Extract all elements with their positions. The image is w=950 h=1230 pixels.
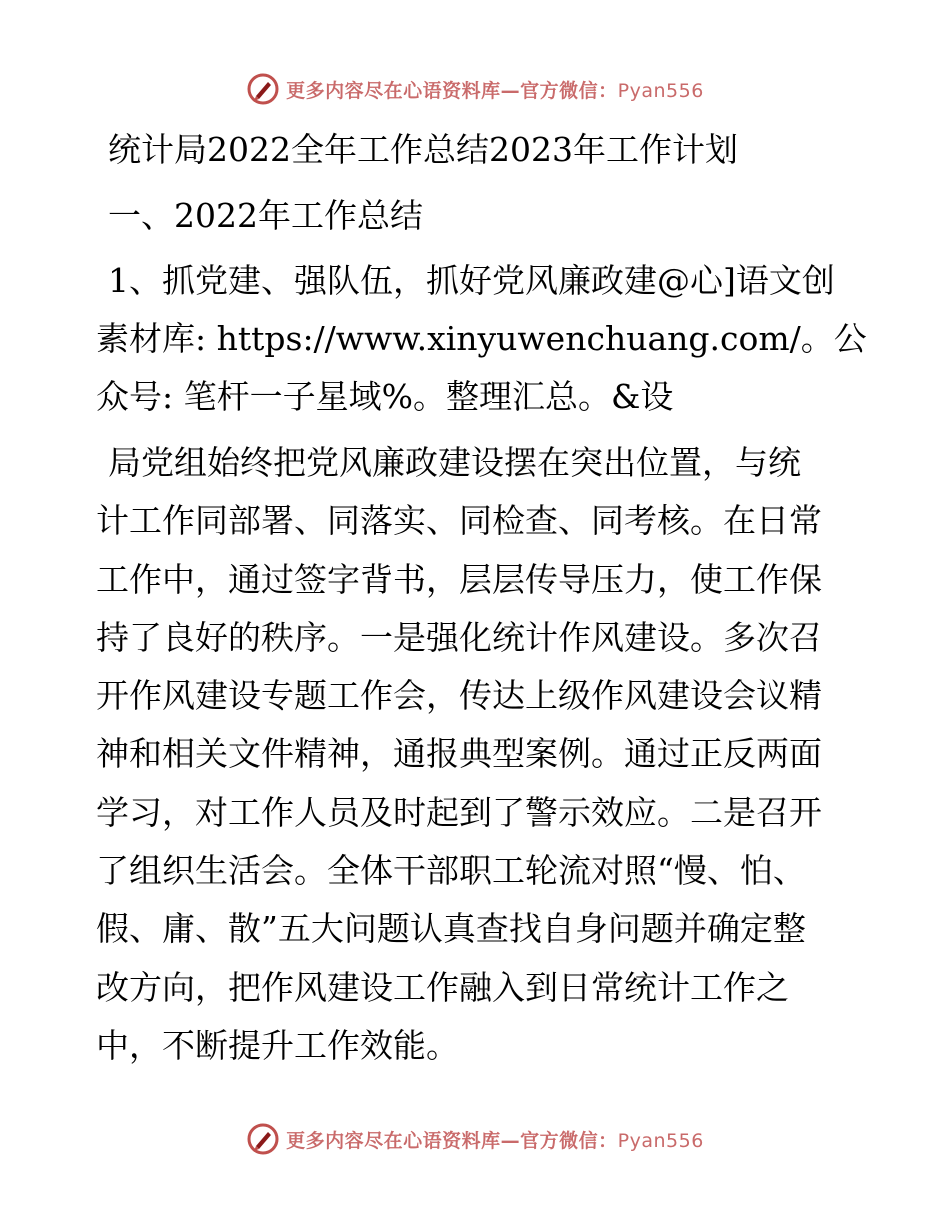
pen-circle-logo-icon [246,72,280,106]
paragraph-line: 开作风建设专题工作会，传达上级作风建设会议精 [96,676,822,716]
paragraph-line: 众号: 笔杆一子星域%。整理汇总。&设 [96,377,674,416]
paragraph-1 [96,252,867,426]
footer-banner [0,1114,950,1164]
paragraph-line: 学习，对工作人员及时起到了警示效应。二是召开 [96,792,822,832]
header-banner-text: 更多内容尽在心语资料库—官方微信： [286,79,618,102]
footer-banner-text: 更多内容尽在心语资料库—官方微信： [286,1129,618,1152]
paragraph-2 [96,434,856,1075]
paragraph-line: 持了良好的秩序。一是强化统计作风建设。多次召 [96,617,822,657]
document-body [96,124,867,1075]
section-heading: 一、2022年工作总结 [108,196,423,235]
footer-banner-wechat-id: Pyan556 [617,1129,704,1152]
header-banner-wechat-id: Pyan556 [617,79,704,102]
paragraph-line: 神和相关文件精神，通报典型案例。通过正反两面 [96,734,822,774]
paragraph-line: 改方向，把作风建设工作融入到日常统计工作之 [96,967,789,1007]
paragraph-line: 计工作同部署、同落实、同检查、同考核。在日常 [96,501,822,541]
paragraph-line: 假、庸、散”五大问题认真查找自身问题并确定整 [96,909,806,949]
paragraph-line: 中，不断提升工作效能。 [96,1025,459,1065]
pen-circle-logo-icon [246,1122,280,1156]
header-banner [0,64,950,114]
document-title: 统计局2022全年工作总结2023年工作计划 [108,130,738,169]
paragraph-line: 工作中，通过签字背书，层层传导压力，使工作保 [96,559,822,599]
paragraph-line: 局党组始终把党风廉政建设摆在突出位置，与统 [108,443,801,482]
paragraph-line: 1、抓党建、强队伍，抓好党风廉政建@心]语文创 [108,261,835,300]
paragraph-line: 了组织生活会。全体干部职工轮流对照“慢、怕、 [96,851,806,891]
paragraph-line: 素材库: https://www.xinyuwenchuang.com/。公 [96,319,867,358]
